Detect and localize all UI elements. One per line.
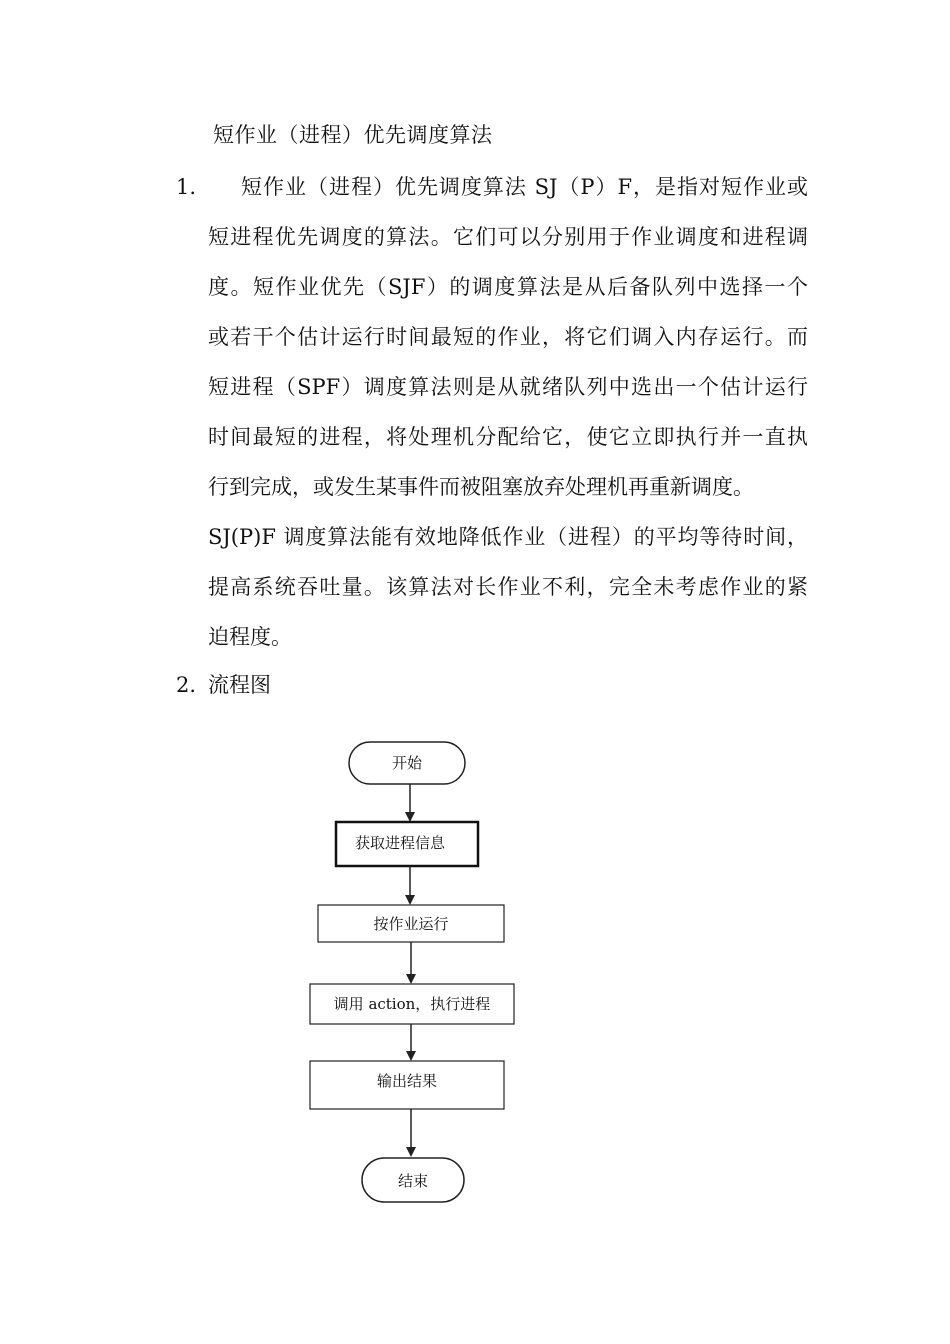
paragraph-line: 时间最短的进程，将处理机分配给它，使它立即执行并一直执 bbox=[208, 425, 808, 449]
flow-node-end bbox=[362, 1158, 464, 1202]
paragraph-line: 短进程（SPF）调度算法则是从就绪队列中选出一个估计运行 bbox=[208, 375, 808, 399]
section-2-title: 流程图 bbox=[208, 673, 271, 697]
flow-node-start bbox=[349, 742, 465, 784]
paragraph-line: 或若干个估计运行时间最短的作业，将它们调入内存运行。而 bbox=[208, 325, 808, 349]
flow-node-start-label: 开始 bbox=[391, 754, 423, 772]
flow-node-call-action-label: 调用 action，执行进程 bbox=[333, 995, 491, 1013]
paragraph-line: SJ(P)F 调度算法能有效地降低作业（进程）的平均等待时间， bbox=[208, 525, 808, 549]
doc-title: 短作业（进程）优先调度算法 bbox=[213, 123, 493, 147]
paragraph-line: 短作业（进程）优先调度算法 SJ（P）F，是指对短作业或 bbox=[241, 175, 808, 199]
paragraph-line: 迫程度。 bbox=[208, 625, 292, 649]
flow-node-output-label: 输出结果 bbox=[376, 1072, 438, 1090]
paragraph-line: 行到完成，或发生某事件而被阻塞放弃处理机再重新调度。 bbox=[208, 475, 754, 499]
flow-node-end-label: 结束 bbox=[397, 1172, 429, 1190]
paragraph-line: 度。短作业优先（SJF）的调度算法是从后备队列中选择一个 bbox=[208, 275, 808, 299]
flow-node-call-action bbox=[310, 984, 514, 1024]
flow-node-get-info-label: 获取进程信息 bbox=[354, 834, 446, 852]
paragraph-line: 短进程优先调度的算法。它们可以分别用于作业调度和进程调 bbox=[208, 225, 808, 249]
flow-node-run-by-job bbox=[318, 905, 504, 942]
paragraph-line: 提高系统吞吐量。该算法对长作业不利，完全未考虑作业的紧 bbox=[208, 575, 808, 599]
section-2-number: 2. bbox=[176, 673, 197, 697]
flow-node-output bbox=[310, 1061, 504, 1109]
flow-node-run-by-job-label: 按作业运行 bbox=[373, 915, 449, 933]
section-1-number: 1. bbox=[176, 175, 197, 199]
flow-node-get-info bbox=[336, 822, 478, 866]
